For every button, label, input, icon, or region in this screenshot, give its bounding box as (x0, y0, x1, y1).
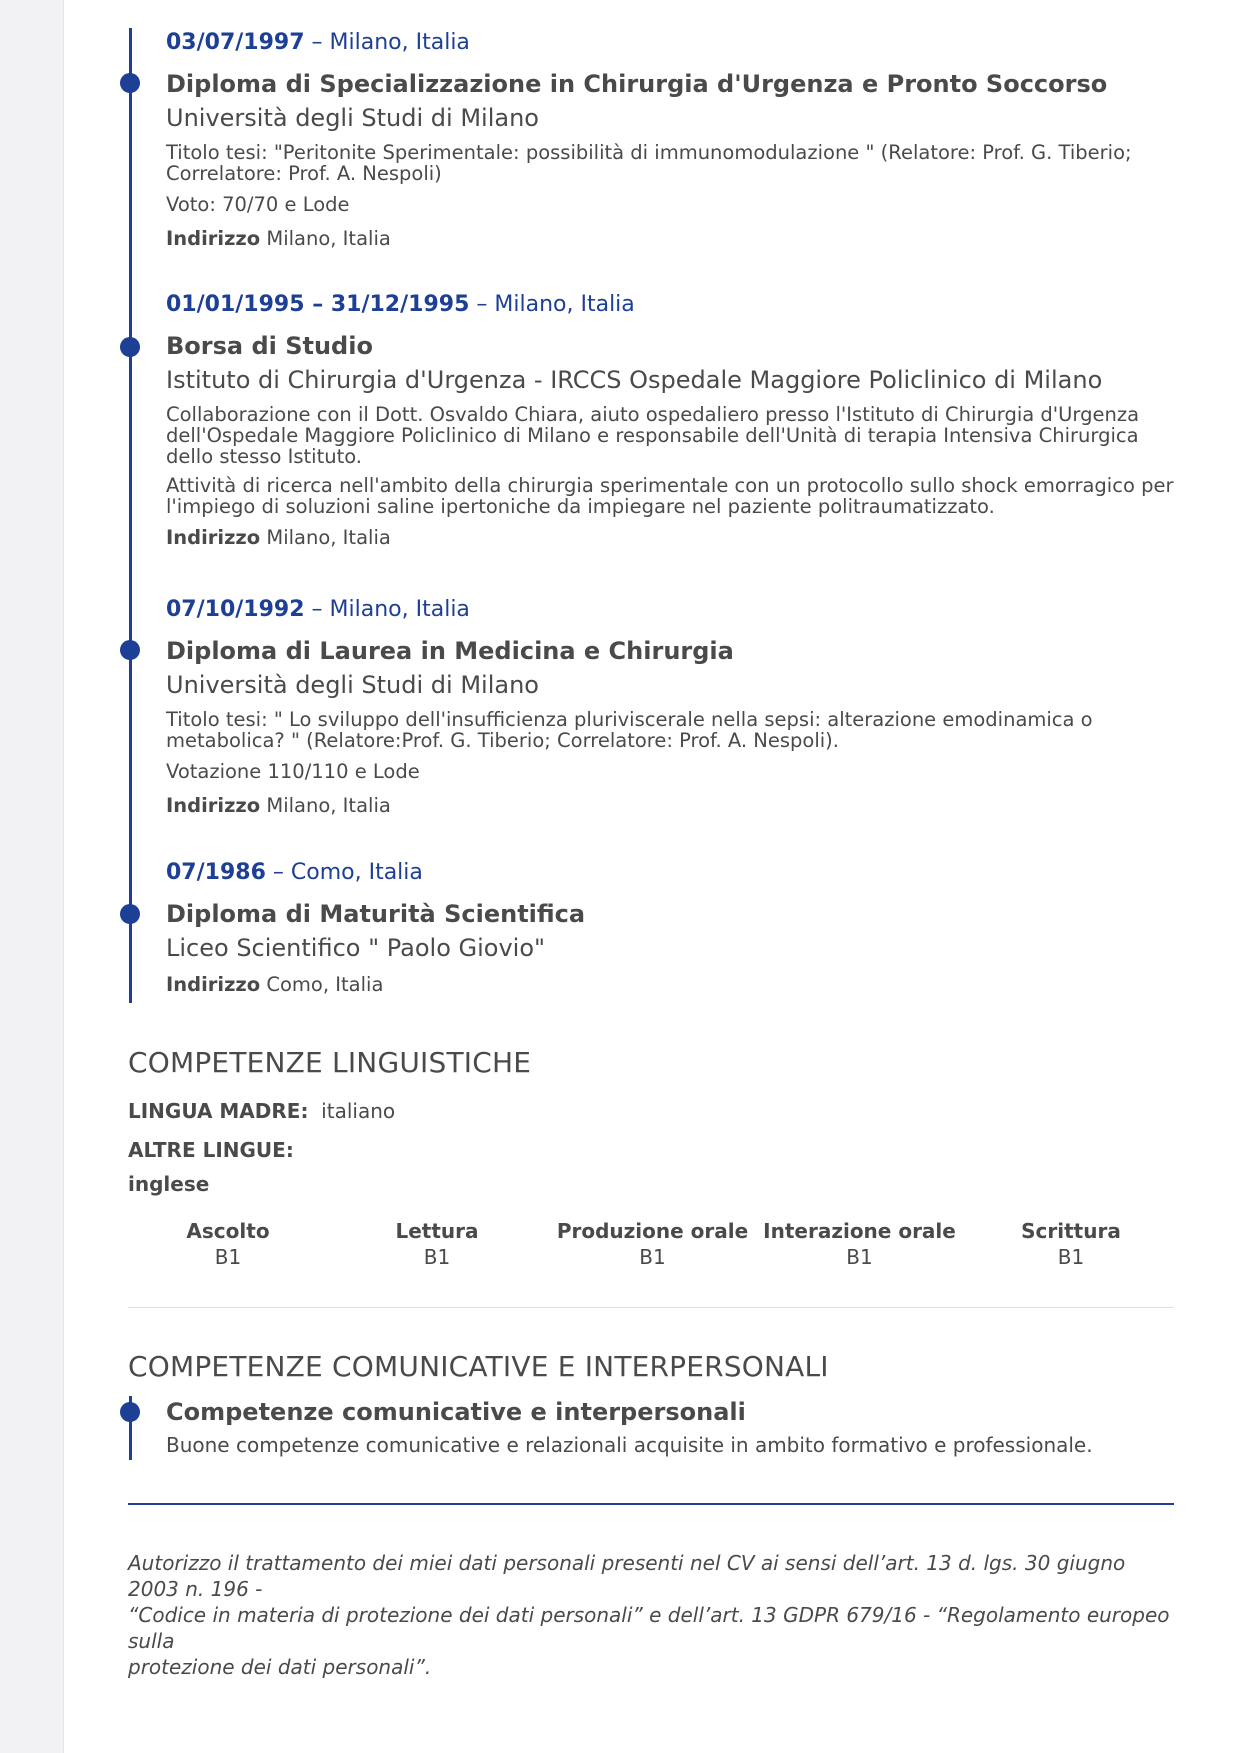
mother-tongue-label: LINGUA MADRE: (128, 1099, 309, 1123)
entry-title: Diploma di Specializzazione in Chirurgia d'Urgenza e Pronto Soccorso (166, 70, 1108, 98)
address-label: Indirizzo (166, 227, 261, 250)
skill-column (545, 1218, 760, 1270)
timeline-dot (120, 640, 140, 660)
timeline-dot (120, 337, 140, 357)
mother-tongue-row (128, 1099, 395, 1123)
skill-column (752, 1218, 967, 1270)
privacy-note-line: “Codice in materia di protezione dei dati personali” e dell’art. 13 GDPR 679/16 - “Regolamento europeo sulla (128, 1603, 1170, 1653)
entry-place: Milano, Italia (329, 597, 470, 622)
entry-description (166, 142, 1216, 184)
skill-level: B1 (423, 1245, 451, 1269)
skill-name: Produzione orale (556, 1219, 749, 1243)
entry-org: Università degli Studi di Milano (166, 671, 539, 699)
entry-description-line: Titolo tesi: " Lo sviluppo dell'insufficienza pluriviscerale nella sepsi: alterazione emodinamica o (166, 708, 1093, 731)
entry-address (166, 226, 1216, 252)
skill-level: B1 (214, 1245, 242, 1269)
entry-description: Buone competenze comunicative e relazionali acquisite in ambito formativo e professionale. (166, 1433, 1093, 1457)
entry-description-line: dell'Ospedale Maggiore Policlinico di Milano e responsabile dell'Unità di terapia Intensiva Chirurgica (166, 424, 1139, 447)
entry-description-line: dello stesso Istituto. (166, 445, 362, 468)
entry-description-line: metabolica? " (Relatore:Prof. G. Tiberio; Correlatore: Prof. A. Nespoli). (166, 729, 839, 752)
footer-divider (128, 1503, 1174, 1505)
entry-address (166, 972, 1216, 998)
entry-place: Milano, Italia (494, 292, 635, 317)
section-title-communication: COMPETENZE COMUNICATIVE E INTERPERSONALI (128, 1350, 829, 1383)
address-label: Indirizzo (166, 973, 261, 996)
entry-address (166, 525, 1216, 551)
entry-date-line: 07/1986 – Como, Italia (166, 860, 423, 885)
address-label: Indirizzo (166, 794, 261, 817)
entry-date-line: 01/01/1995 – 31/12/1995 – Milano, Italia (166, 292, 635, 317)
entry-address (166, 793, 1216, 819)
education-entry (129, 290, 1216, 551)
language-skills-table (128, 1218, 1173, 1272)
education-entry (129, 595, 1216, 819)
section-title-languages: COMPETENZE LINGUISTICHE (128, 1046, 532, 1079)
entry-date: 07/10/1992 (166, 597, 305, 622)
entry-org: Istituto di Chirurgia d'Urgenza - IRCCS Ospedale Maggiore Policlinico di Milano (166, 366, 1103, 394)
skill-name: Ascolto (186, 1219, 270, 1243)
skill-name: Scrittura (1021, 1219, 1121, 1243)
entry-date: 03/07/1997 (166, 30, 305, 55)
entry-description-line: Attività di ricerca nell'ambito della chirurgia sperimentale con un protocollo sullo shock emorragico per (166, 474, 1174, 497)
entry-title: Competenze comunicative e interpersonali (166, 1398, 746, 1426)
entry-grade: Votazione 110/110 e Lode (166, 760, 420, 783)
privacy-consent-note (128, 1550, 1178, 1680)
education-entry (129, 858, 1216, 998)
skill-level: B1 (1057, 1245, 1085, 1269)
mother-tongue-value: italiano (321, 1099, 396, 1123)
skill-column (971, 1218, 1171, 1270)
timeline-dot (120, 904, 140, 924)
education-entry (129, 28, 1216, 252)
entry-description-line: Collaborazione con il Dott. Osvaldo Chiara, aiuto ospedaliero presso l'Istituto di Chirurgia d'Urgenza (166, 403, 1140, 426)
entry-org: Liceo Scientifico " Paolo Giovio" (166, 934, 546, 962)
address-label: Indirizzo (166, 526, 261, 549)
section-divider (128, 1307, 1174, 1308)
entry-description-line: l'impiego di soluzioni saline ipertoniche da impiegare nel paziente politraumatizzato. (166, 495, 995, 518)
entry-description (166, 475, 1216, 517)
skill-column (128, 1218, 328, 1270)
other-languages-label: ALTRE LINGUE: (128, 1138, 294, 1162)
entry-date: 01/01/1995 – 31/12/1995 (166, 292, 470, 317)
address-value: Milano, Italia (266, 227, 391, 250)
skill-level: B1 (639, 1245, 666, 1269)
language-name: inglese (128, 1172, 210, 1196)
entry-description (166, 709, 1216, 751)
communication-entry (129, 1396, 1179, 1458)
communication-entry-body (129, 1396, 1179, 1458)
entry-place: Milano, Italia (329, 30, 470, 55)
skill-name: Interazione orale (763, 1219, 956, 1243)
entry-grade: Voto: 70/70 e Lode (166, 193, 350, 216)
timeline-dot (120, 1402, 140, 1422)
entry-description-line: Correlatore: Prof. A. Nespoli) (166, 162, 442, 185)
entry-date: 07/1986 (166, 860, 266, 885)
entry-title: Diploma di Maturità Scientifica (166, 900, 586, 928)
entry-date-line: 07/10/1992 – Milano, Italia (166, 597, 470, 622)
entry-description-line: Titolo tesi: "Peritonite Sperimentale: possibilità di immunomodulazione " (Relatore: Prof. G. Tiberio; (166, 141, 1132, 164)
entry-org: Università degli Studi di Milano (166, 104, 539, 132)
entry-description (166, 404, 1216, 467)
privacy-note-line: protezione dei dati personali”. (128, 1655, 432, 1679)
skill-level: B1 (846, 1245, 873, 1269)
address-value: Milano, Italia (266, 526, 391, 549)
address-value: Como, Italia (266, 973, 384, 996)
entry-date-line: 03/07/1997 – Milano, Italia (166, 30, 470, 55)
privacy-note-line: Autorizzo il trattamento dei miei dati personali presenti nel CV ai sensi dell’art. 13 d. lgs. 30 giugno 2003 n. 196 - (128, 1551, 1126, 1601)
skill-column (337, 1218, 537, 1270)
language-name-row (128, 1172, 209, 1196)
timeline-dot (120, 73, 140, 93)
skill-name: Lettura (395, 1219, 479, 1243)
entry-place: Como, Italia (290, 860, 423, 885)
other-languages-row (128, 1138, 294, 1162)
address-value: Milano, Italia (266, 794, 391, 817)
entry-title: Borsa di Studio (166, 332, 373, 360)
entry-title: Diploma di Laurea in Medicina e Chirurgia (166, 637, 734, 665)
